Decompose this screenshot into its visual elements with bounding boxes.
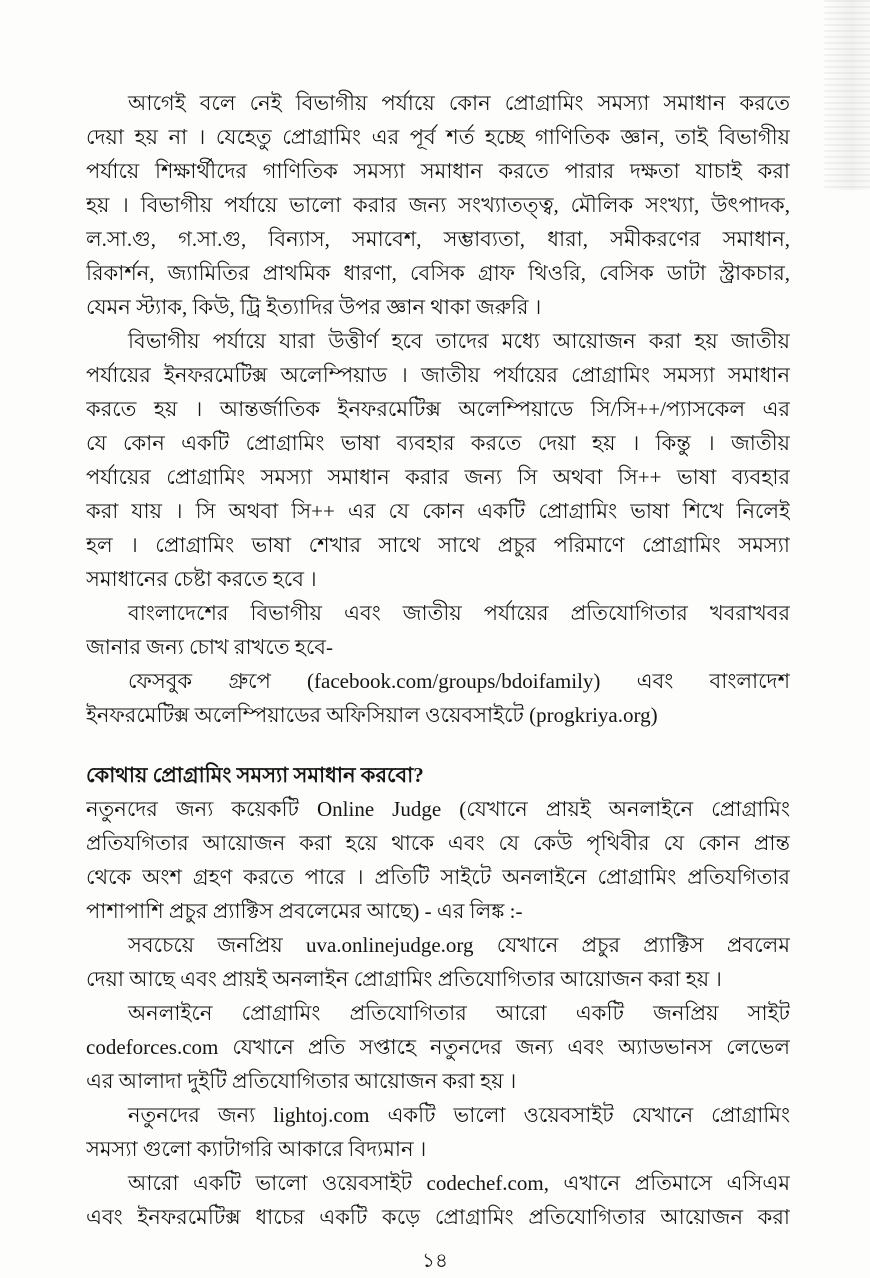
text-line: যে কোন একটি প্রোগ্রামিং ভাষা ব্যবহার করতে দেয়া হয় । কিন্তু । জাতীয় xyxy=(86,431,790,455)
scan-gutter-shadow xyxy=(824,0,870,190)
text-line: নতুনদের জন্য কয়েকটি Online Judge (যেখানে প্রায়ই অনলাইনে প্রোগ্রামিং xyxy=(86,797,790,821)
paragraph-lightoj xyxy=(86,1098,790,1166)
paragraph-online-judges xyxy=(86,792,790,928)
text-line: হয় । বিভাগীয় পর্যায়ে ভালো করার জন্য সংখ্যাতত্ত্ব, মৌলিক সংখ্যা, উৎপাদক, xyxy=(86,193,790,217)
text-line: করতে হয় । আন্তর্জাতিক ইনফরমেটিক্স অলেম্পিয়াডে সি/সি++/প্যাসকেল এর xyxy=(86,397,790,421)
text-line: আগেই বলে নেই বিভাগীয় পর্যায়ে কোন প্রোগ্রামিং সমস্যা সমাধান করতে xyxy=(128,91,790,115)
text-line: বিভাগীয় পর্যায়ে যারা উত্তীর্ণ হবে তাদের মধ্যে আয়োজন করা হয় জাতীয় xyxy=(128,329,790,353)
text-line: ল.সা.গু, গ.সা.গু, বিন্যাস, সমাবেশ, সম্ভাব্যতা, ধারা, সমীকরণের সমাধান, xyxy=(86,227,790,251)
section-heading: কোথায় প্রোগ্রামিং সমস্যা সমাধান করবো? xyxy=(86,763,424,787)
text-line: জানার জন্য চোখ রাখতে হবে- xyxy=(86,635,333,659)
text-line: codeforces.com যেখানে প্রতি সপ্তাহে নতুনদের জন্য এবং অ্যাডভানস লেভেল xyxy=(86,1035,790,1059)
text-line: সবচেয়ে জনপ্রিয় uva.onlinejudge.org যেখানে প্রচুর প্র্যাক্টিস প্রবলেম xyxy=(128,933,790,957)
paragraph-national-round xyxy=(86,324,790,596)
paragraph-codeforces xyxy=(86,996,790,1098)
text-line: সমস্যা গুলো ক্যাটাগরি আকারে বিদ্যমান । xyxy=(86,1137,427,1161)
text-line: প্রতিযগিতার আয়োজন করা হয়ে থাকে এবং যে কেউ পৃথিবীর যে কোন প্রান্ত xyxy=(86,831,790,855)
paragraph-uva xyxy=(86,928,790,996)
text-line: পর্যায়ের প্রোগ্রামিং সমস্যা সমাধান করার জন্য সি অথবা সি++ ভাষা ব্যবহার xyxy=(86,465,790,489)
text-line: আরো একটি ভালো ওয়েবসাইট codechef.com, এখানে প্রতিমাসে এসিএম xyxy=(128,1171,790,1195)
text-line: যেমন স্ট্যাক, কিউ, ট্রি ইত্যাদির উপর জ্ঞান থাকা জরুরি । xyxy=(86,295,542,319)
text-line: ফেসবুক গ্রুপে (facebook.com/groups/bdoifamily) এবং বাংলাদেশ xyxy=(128,669,790,693)
text-line: এবং ইনফরমেটিক্স ধাচের একটি কড়ে প্রোগ্রামিং প্রতিযোগিতার আয়োজন করা xyxy=(86,1205,790,1229)
text-line: সমাধানের চেষ্টা করতে হবে । xyxy=(86,567,317,591)
text-line: পাশাপাশি প্রচুর প্র্যাক্টিস প্রবলেমের আছে) - এর লিঙ্ক :- xyxy=(86,899,523,923)
paragraph-codechef xyxy=(86,1166,790,1234)
paragraph-news-sources xyxy=(86,596,790,664)
text-line: থেকে অংশ গ্রহণ করতে পারে । প্রতিটি সাইটে অনলাইনে প্রোগ্রামিং প্রতিযগিতার xyxy=(86,865,790,889)
text-line: দেয়া আছে এবং প্রায়ই অনলাইন প্রোগ্রামিং প্রতিযোগিতার আয়োজন করা হয় । xyxy=(86,967,722,991)
paragraph-divisional-round xyxy=(86,86,790,324)
text-line: পর্যায়ের ইনফরমেটিক্স অলেম্পিয়াড । জাতীয় পর্যায়ের প্রোগ্রামিং সমস্যা সমাধান xyxy=(86,363,790,387)
text-line: অনলাইনে প্রোগ্রামিং প্রতিযোগিতার আরো একটি জনপ্রিয় সাইট xyxy=(128,1001,790,1025)
text-line: রিকার্শন, জ্যামিতির প্রাথমিক ধারণা, বেসিক গ্রাফ থিওরি, বেসিক ডাটা স্ট্রাকচার, xyxy=(86,261,790,285)
text-block-bottom xyxy=(86,758,790,1234)
text-line: নতুনদের জন্য lightoj.com একটি ভালো ওয়েবসাইট যেখানে প্রোগ্রামিং xyxy=(128,1103,790,1127)
text-block-top xyxy=(86,86,790,732)
text-line: হল । প্রোগ্রামিং ভাষা শেখার সাথে সাথে প্রচুর পরিমাণে প্রোগ্রামিং সমস্যা xyxy=(86,533,790,557)
text-line: ইনফরমেটিক্স অলেম্পিয়াডের অফিসিয়াল ওয়েবসাইটে (progkriya.org) xyxy=(86,703,658,727)
text-line: দেয়া হয় না । যেহেতু প্রোগ্রামিং এর পূর্ব শর্ত হচ্ছে গাণিতিক জ্ঞান, তাই বিভাগীয় xyxy=(86,125,790,149)
page-number: ১৪ xyxy=(422,1250,448,1272)
text-line: করা যায় । সি অথবা সি++ এর যে কোন একটি প্রোগ্রামিং ভাষা শিখে নিলেই xyxy=(86,499,790,523)
text-line: পর্যায়ে শিক্ষার্থীদের গাণিতিক সমস্যা সমাধান করতে পারার দক্ষতা যাচাই করা xyxy=(86,159,790,183)
text-line: এর আলাদা দুইটি প্রতিযোগিতার আয়োজন করা হয় । xyxy=(86,1069,517,1093)
paragraph-facebook-website xyxy=(86,664,790,732)
text-line: বাংলাদেশের বিভাগীয় এবং জাতীয় পর্যায়ের প্রতিযোগিতার খবরাখবর xyxy=(128,601,790,625)
